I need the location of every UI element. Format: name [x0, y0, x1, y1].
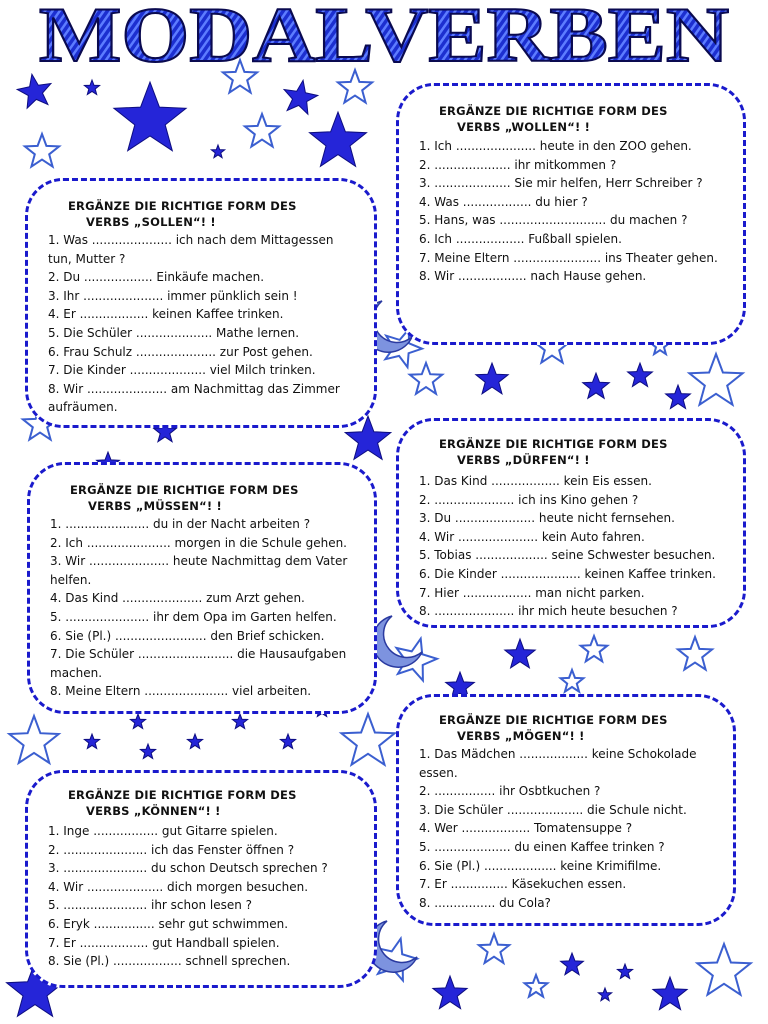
exercise-item: 4. Wir ..................... kein Auto fahren.: [419, 529, 645, 544]
heading-line-2: VERBS „SOLLEN“! !: [86, 215, 216, 229]
exercise-item: 6. Ich .................. Fußball spielen.: [419, 231, 622, 246]
filled-star-icon: [84, 80, 99, 95]
exercise-item: 4. Das Kind ..................... zum Arzt gehen.: [50, 591, 305, 606]
heading-line-2: VERBS „MÜSSEN“! !: [88, 499, 222, 513]
exercise-item: 2. .................... ihr mitkommen ?: [419, 157, 617, 172]
filled-star-icon: [628, 363, 653, 387]
filled-star-icon: [232, 714, 247, 729]
outline-star-icon: [697, 944, 750, 995]
heading-line-1: ERGÄNZE DIE RICHTIGE FORM DES: [68, 788, 297, 802]
filled-star-icon: [84, 734, 99, 749]
outline-star-icon: [561, 670, 584, 692]
exercise-item: 3. ...................... du schon Deutsch sprechen ?: [48, 861, 328, 876]
exercise-item: 2. Du .................. Einkäufe machen.: [48, 270, 265, 285]
exercise-item: 6. Eryk ................ sehr gut schwimmen.: [48, 916, 289, 931]
filled-star-icon: [476, 363, 508, 394]
exercise-item: 2. Ich ...................... morgen in die Schule gehen.: [50, 535, 347, 550]
exercise-item: 7. Die Schüler ......................... die Hausaufgaben machen.: [50, 647, 347, 680]
exercise-box-duerfen: [396, 418, 746, 628]
exercise-item: 1. Das Kind .................. kein Eis essen.: [419, 474, 652, 488]
filled-star-icon: [666, 385, 691, 409]
exercise-item: 1. Ich ..................... heute in den ZOO gehen.: [419, 139, 692, 153]
exercise-item: 3. .................... Sie mir helfen, Herr Schreiber ?: [419, 176, 703, 191]
filled-star-icon: [598, 988, 611, 1001]
exercise-list: [50, 515, 360, 701]
filled-star-icon: [310, 112, 367, 166]
outline-star-icon: [479, 934, 509, 963]
exercise-item: 2. ...................... ich das Fenster öffnen ?: [48, 842, 295, 857]
exercise-item: 1. ...................... du in der Nacht arbeiten ?: [50, 517, 311, 531]
filled-star-icon: [130, 714, 145, 729]
exercise-heading: [68, 787, 344, 819]
exercise-item: 5. Die Schüler .................... Mathe lernen.: [48, 325, 300, 340]
exercise-list: [419, 137, 729, 286]
exercise-list: [419, 745, 719, 912]
exercise-item: 2. ..................... ich ins Kino gehen ?: [419, 492, 639, 507]
filled-star-icon: [561, 953, 584, 975]
exercise-item: 5. .................... du einen Kaffee trinken ?: [419, 839, 665, 854]
exercise-item: 6. Frau Schulz ..................... zur Post gehen.: [48, 344, 313, 359]
outline-star-icon: [581, 636, 608, 661]
exercise-item: 4. Was .................. du hier ?: [419, 194, 588, 209]
exercise-item: 5. ...................... ihr dem Opa im Garten helfen.: [50, 609, 337, 624]
outline-star-icon: [338, 70, 372, 103]
exercise-item: 5. ...................... ihr schon lesen ?: [48, 898, 253, 913]
outline-star-icon: [678, 637, 712, 670]
heading-line-1: ERGÄNZE DIE RICHTIGE FORM DES: [439, 713, 668, 727]
outline-star-icon: [245, 114, 279, 147]
outline-star-icon: [525, 975, 548, 997]
filled-star-icon: [284, 80, 318, 114]
exercise-heading: [439, 712, 703, 744]
exercise-item: 7. Er .................. gut Handball spielen.: [48, 935, 280, 950]
exercise-heading: [68, 198, 344, 230]
filled-star-icon: [17, 74, 51, 108]
exercise-item: 4. Wir .................... dich morgen besuchen.: [48, 879, 309, 894]
exercise-list: [48, 231, 360, 417]
exercise-item: 3. Du ..................... heute nicht fernsehen.: [419, 511, 675, 526]
exercise-item: 2. ................ ihr Osbtkuchen ?: [419, 784, 601, 799]
exercise-box-wollen: [396, 83, 746, 345]
filled-star-icon: [433, 976, 467, 1009]
exercise-item: 6. Sie (Pl.) ................... keine Krimifilme.: [419, 858, 662, 873]
exercise-item: 4. Er .................. keinen Kaffee trinken.: [48, 307, 284, 322]
outline-star-icon: [25, 134, 59, 167]
outline-star-icon: [9, 716, 58, 763]
exercise-box-muessen: [27, 462, 377, 714]
exercise-item: 8. Wir ..................... am Nachmittag das Zimmer aufräumen.: [48, 381, 340, 415]
filled-star-icon: [617, 964, 632, 979]
title-text: MODALVERBEN: [39, 0, 729, 70]
heading-line-2: VERBS „KÖNNEN“! !: [86, 804, 221, 818]
outline-star-icon: [689, 354, 742, 405]
heading-line-1: ERGÄNZE DIE RICHTIGE FORM DES: [70, 483, 299, 497]
exercise-item: 1. Das Mädchen .................. keine Schokolade essen.: [419, 747, 697, 780]
exercise-item: 3. Die Schüler .................... die Schule nicht.: [419, 802, 687, 817]
exercise-item: 6. Sie (Pl.) ........................ den Brief schicken.: [50, 628, 325, 643]
exercise-item: 7. Die Kinder .................... viel Milch trinken.: [48, 363, 316, 378]
exercise-box-koennen: [25, 770, 377, 988]
outline-star-icon: [223, 60, 257, 93]
filled-star-icon: [140, 744, 155, 759]
outline-star-icon: [341, 714, 394, 765]
heading-line-1: ERGÄNZE DIE RICHTIGE FORM DES: [439, 104, 668, 118]
heading-line-2: VERBS „WOLLEN“! !: [457, 120, 591, 134]
exercise-item: 8. Wir .................. nach Hause gehen.: [419, 269, 647, 284]
exercise-item: 7. Er ............... Käsekuchen essen.: [419, 877, 627, 892]
exercise-heading: [439, 436, 713, 468]
heading-line-2: VERBS „MÖGEN“! !: [457, 729, 585, 743]
heading-line-1: ERGÄNZE DIE RICHTIGE FORM DES: [439, 437, 668, 451]
exercise-item: 1. Was ..................... ich nach dem Mittagessen tun, Mutter ?: [48, 233, 334, 266]
exercise-list: [419, 472, 729, 621]
exercise-item: 3. Wir ..................... heute Nachmittag dem Vater helfen.: [50, 554, 348, 587]
exercise-box-sollen: [25, 178, 377, 428]
exercise-item: 5. Tobias ................... seine Schwester besuchen.: [419, 548, 716, 563]
exercise-item: 1. Inge ................. gut Gitarre spielen.: [48, 824, 278, 838]
outline-star-icon: [410, 363, 442, 394]
crescent-moon-icon: [372, 616, 422, 667]
exercise-item: 8. ................ du Cola?: [419, 895, 551, 910]
filled-star-icon: [505, 639, 535, 668]
filled-star-icon: [114, 82, 186, 151]
exercise-heading: [439, 103, 713, 135]
exercise-list: [48, 822, 360, 971]
heading-line-2: VERBS „DÜRFEN“! !: [457, 453, 590, 467]
exercise-box-moegen: [396, 694, 736, 926]
exercise-item: 6. Die Kinder ..................... keinen Kaffee trinken.: [419, 566, 716, 581]
heading-line-1: ERGÄNZE DIE RICHTIGE FORM DES: [68, 199, 297, 213]
exercise-item: 5. Hans, was ............................ du machen ?: [419, 213, 688, 228]
exercise-item: 4. Wer .................. Tomatensuppe ?: [419, 821, 633, 836]
filled-star-icon: [187, 734, 202, 749]
exercise-item: 8. ..................... ihr mich heute besuchen ?: [419, 604, 678, 619]
exercise-item: 8. Sie (Pl.) .................. schnell sprechen.: [48, 954, 291, 969]
exercise-item: 3. Ihr ..................... immer pünklich sein !: [48, 288, 298, 303]
filled-star-icon: [211, 145, 224, 158]
exercise-item: 7. Meine Eltern ....................... ins Theater gehen.: [419, 250, 718, 265]
exercise-heading: [70, 482, 344, 514]
exercise-item: 7. Hier .................. man nicht parken.: [419, 585, 645, 600]
exercise-item: 8. Meine Eltern ...................... viel arbeiten.: [50, 684, 312, 699]
filled-star-icon: [653, 977, 687, 1010]
filled-star-icon: [280, 734, 295, 749]
filled-star-icon: [583, 373, 610, 398]
